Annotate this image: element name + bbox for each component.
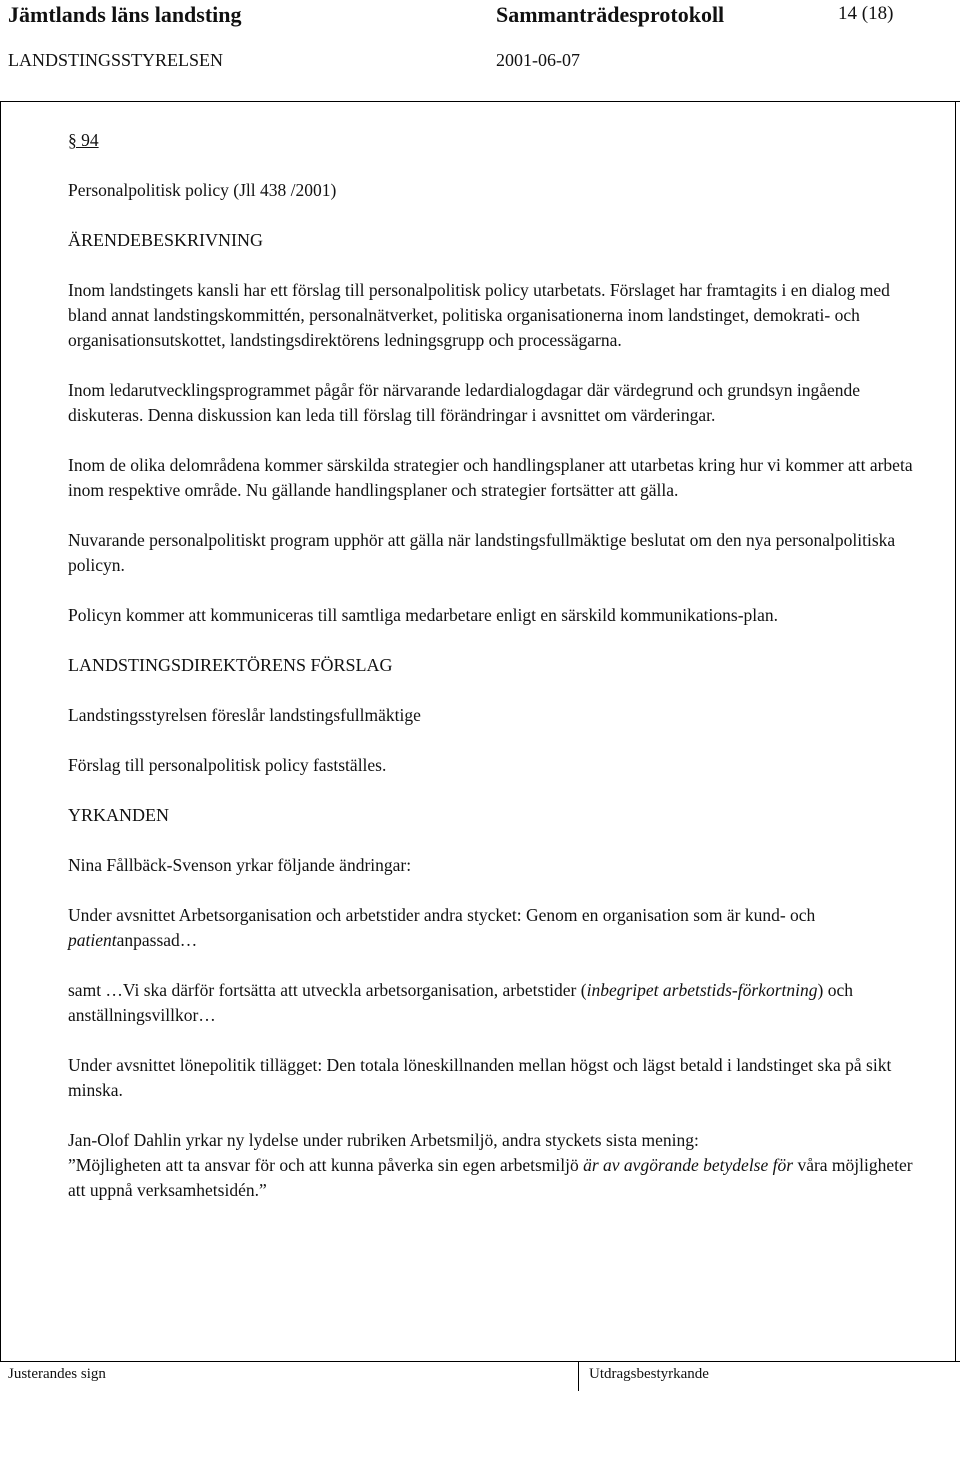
motion1-b-text-end: ) och anställningsvillkor… bbox=[68, 980, 853, 1025]
motion2-quote-text-end: våra möjligheter att uppnå verksamhetsidén.” bbox=[68, 1155, 913, 1200]
page-number: 14 (18) bbox=[838, 3, 894, 24]
section-number: § 94 bbox=[68, 130, 99, 150]
organization-name: Jämtlands läns landsting bbox=[8, 2, 242, 27]
footer-rule bbox=[0, 1361, 960, 1362]
document-type: Sammanträdesprotokoll bbox=[496, 2, 725, 27]
motion2-intro: Jan-Olof Dahlin yrkar ny lydelse under rubriken Arbetsmiljö, andra styckets sista mening: bbox=[68, 1130, 699, 1150]
proposal-intro: Landstingsstyrelsen föreslår landstingsfullmäktige bbox=[68, 705, 421, 725]
motion2-quote bbox=[68, 1153, 918, 1203]
header-rule bbox=[0, 101, 960, 102]
motion1-change-c: Under avsnittet lönepolitik tillägget: Den totala löneskillnanden mellan högst och lägst betald i landstinget ska på sikt minska. bbox=[68, 1055, 892, 1100]
paragraph: Inom landstingets kansli har ett förslag till personalpolitisk policy utarbetats. Förslaget har framtagits i en dialog med bland annat landstingskommittén, personalnätverket, politiska organisationerna inom landstinget, demokrati- och organisationsutskottet, landstingsdirektörens ledningsgrupp och processägarna. bbox=[68, 280, 890, 350]
motion1-intro: Nina Fållbäck-Svenson yrkar följande ändringar: bbox=[68, 855, 412, 875]
motion1-b-emphasis: inbegripet arbetstids-förkortning bbox=[586, 980, 818, 1000]
footer-divider bbox=[578, 1361, 579, 1391]
paragraph: Policyn kommer att kommuniceras till samtliga medarbetare enligt en särskild kommunikations-plan. bbox=[68, 605, 779, 625]
paragraph: Nuvarande personalpolitiskt program upphör att gälla när landstingsfullmäktige beslutat om den nya personalpolitiska policyn. bbox=[68, 530, 896, 575]
document-body bbox=[68, 128, 918, 1228]
paragraph: Inom de olika delområdena kommer särskilda strategier och handlingsplaner att utarbetas kring hur vi kommer att arbeta inom respektive område. Nu gällande handlingsplaner och strategier fortsätter att gälla. bbox=[68, 455, 913, 500]
motion1-b-text: samt …Vi ska därför fortsätta att utveckla arbetsorganisation, arbetstider ( bbox=[68, 980, 587, 1000]
heading-motions: YRKANDEN bbox=[68, 805, 169, 825]
heading-description: ÄRENDEBESKRIVNING bbox=[68, 230, 263, 250]
motion1-a-emphasis: patient bbox=[68, 930, 117, 950]
right-margin-rule bbox=[955, 101, 956, 1361]
heading-proposal: LANDSTINGSDIREKTÖRENS FÖRSLAG bbox=[68, 655, 393, 675]
footer-utdragsbestyrkande: Utdragsbestyrkande bbox=[589, 1366, 709, 1382]
paragraph: Inom ledarutvecklingsprogrammet pågår för närvarande ledardialogdagar där värdegrund och grundsyn ingående diskuteras. Denna diskussion kan leda till förslag till förändringar i avsnittet om värderingar. bbox=[68, 380, 861, 425]
meeting-date: 2001-06-07 bbox=[496, 50, 580, 70]
motion1-change-a bbox=[68, 903, 918, 953]
motion1-change-b bbox=[68, 978, 918, 1028]
motion2-quote-emphasis: är av avgörande betydelse för bbox=[583, 1155, 794, 1175]
section-title: Personalpolitisk policy (Jll 438 /2001) bbox=[68, 180, 337, 200]
left-margin-rule bbox=[0, 101, 1, 1361]
proposal-text: Förslag till personalpolitisk policy fastställes. bbox=[68, 755, 387, 775]
motion2-quote-text: ”Möjligheten att ta ansvar för och att kunna påverka sin egen arbetsmiljö bbox=[68, 1155, 584, 1175]
footer-justerandes-sign: Justerandes sign bbox=[8, 1366, 106, 1382]
motion1-a-text-end: anpassad… bbox=[116, 930, 198, 950]
board-name: LANDSTINGSSTYRELSEN bbox=[8, 50, 224, 70]
motion1-a-text: Under avsnittet Arbetsorganisation och arbetstider andra stycket: Genom en organisation som är kund- och bbox=[68, 905, 816, 925]
